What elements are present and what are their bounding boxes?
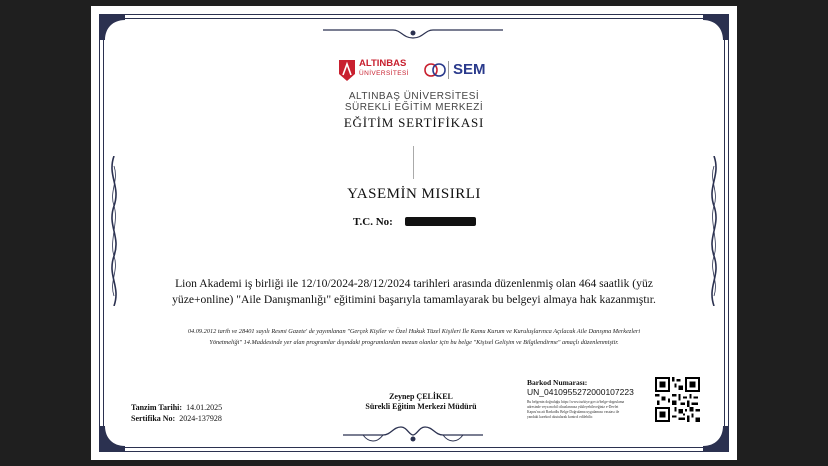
- certificate-number-row: [131, 413, 222, 424]
- tc-label: T.C. No:: [353, 216, 393, 228]
- right-side-ornament: [707, 156, 721, 306]
- body-line-1: Lion Akademi iş birliği ile 12/10/2024-28/12/2024 tarihleri arasında düzenlenmiş olan 464 saatlik (yüz: [175, 277, 653, 290]
- top-ornament: [323, 26, 503, 40]
- bottom-ornament: [343, 424, 483, 446]
- certificate-info: [131, 402, 222, 424]
- verification-line-1: Bu belgenin doğruluğu https://www.turkiye.gov.tr/belge-dogrulama: [527, 400, 625, 404]
- issue-date-label: Tanzim Tarihi:: [131, 403, 183, 412]
- signer-name: Zeynep ÇELİKEL: [389, 392, 453, 401]
- barcode-label: Barkod Numarası:: [527, 378, 588, 387]
- divider-line: [413, 146, 414, 179]
- corner-ornament-top-right: [703, 14, 729, 40]
- signer-block: [321, 392, 521, 412]
- certificate-title: EĞİTİM SERTİFİKASI: [343, 115, 485, 130]
- note-line-2: Yönetmeliği" 14.Maddesinde yer alan programlar dışındaki programlardan mezun olanlar için bu belge "Kişisel Gelişim ve Bilgilendirme" amaçlı düzenlenmiştir.: [209, 338, 619, 346]
- barcode-value: UN_0410955272000107223: [527, 387, 634, 397]
- verification-line-3: Kapısı'na ait Barkodlu Belge Doğrulama uygulaması vasıtası ile: [527, 410, 620, 414]
- issue-date-row: [131, 402, 222, 413]
- institution-name: [91, 91, 737, 113]
- barcode-block: [527, 379, 655, 420]
- certificate-number-label: Sertifika No:: [131, 414, 176, 423]
- altinbas-wordmark: ALTINBAS: [359, 58, 407, 69]
- verification-line-2: adresinde veya mobil cihazlarınıza yükleyebileceğiniz e-Devlet: [527, 405, 619, 409]
- issue-date-value: 14.01.2025: [186, 403, 223, 412]
- note-line-1: 04.09.2012 tarih ve 28401 sayılı Resmi Gazete' de yayımlanan "Gerçek Kişiler ve Özel Hukuk Tüzel Kişileri İle Kamu Kurum ve Kuruluşlarınca Açılacak Aile Danışma Merkezleri: [187, 328, 641, 335]
- corner-ornament-bottom-left: [99, 426, 125, 452]
- body-line-2: yüze+online) "Aile Danışmanlığı" eğitimini başarıyla tamamlayarak bu belgeyi almaya hak kazanmıştır.: [172, 292, 656, 306]
- institution-line-2: SÜREKLİ EĞİTİM MERKEZİ: [344, 102, 484, 113]
- logo-divider: [448, 61, 449, 79]
- corner-ornament-bottom-right: [703, 426, 729, 452]
- institution-line-1: ALTINBAŞ ÜNİVERSİTESİ: [348, 91, 480, 102]
- recipient-name: YASEMİN MISIRLI: [347, 186, 481, 202]
- corner-ornament-top-left: [99, 14, 125, 40]
- logo-row: [337, 58, 497, 82]
- signer-title: Sürekli Eğitim Merkezi Müdürü: [365, 402, 477, 411]
- verification-line-4: yandaki karekod okutularak kontrol edilebilir.: [527, 415, 593, 419]
- sem-wordmark: SEM: [453, 61, 486, 78]
- certificate-sheet: [91, 6, 737, 460]
- qr-code-icon: [655, 377, 700, 422]
- certificate-number-value: 2024-137928: [179, 414, 222, 423]
- verification-text: [527, 400, 655, 420]
- altinbas-subword: ÜNİVERSİTESİ: [359, 70, 409, 77]
- left-side-ornament: [107, 156, 121, 306]
- certificate-body: [143, 276, 685, 307]
- legal-note: [139, 327, 689, 348]
- redacted-tc-number: [405, 217, 476, 226]
